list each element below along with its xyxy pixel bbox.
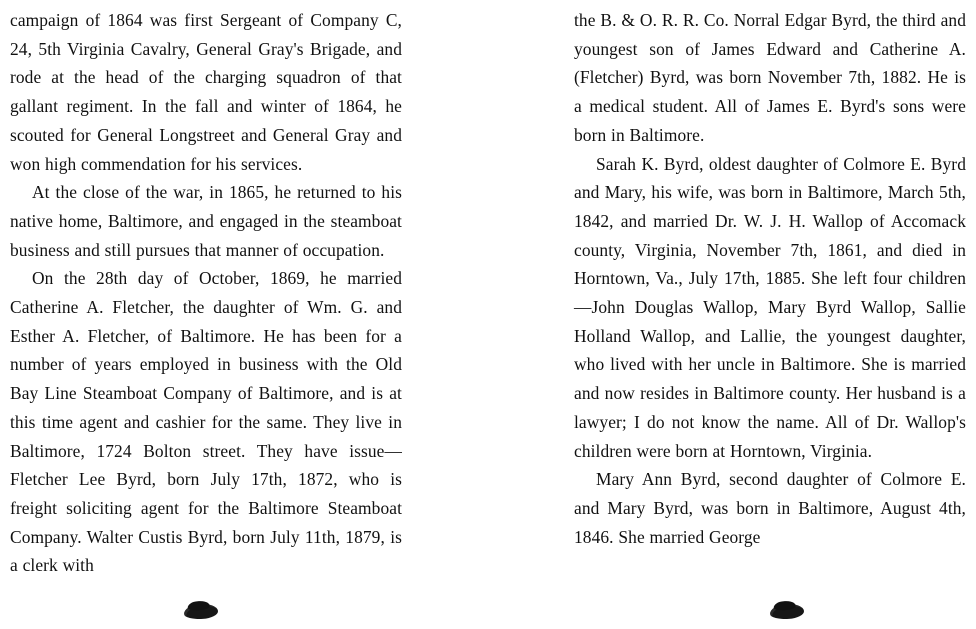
paragraph: the B. & O. R. R. Co. Norral Edgar Byrd, the third and youngest son of James Edward and Catherine A. (Fletcher) Byrd, was born November 7th, 1882. He is a medical student. All of James E. Byrd's sons were born in Baltimore.: [574, 10, 966, 145]
paragraph: Mary Ann Byrd, second daughter of Colmore E. and Mary Byrd, was born in Baltimore, August 4th, 1846. She married George: [574, 469, 966, 547]
left-text-column: [10, 6, 402, 600]
paragraph: On the 28th day of October, 1869, he married Catherine A. Fletcher, the daughter of Wm. G. and Esther A. Fletcher, of Baltimore. He has been for a number of years employed in business with the Old Bay Line Steamboat Company of Baltimore, and is at this time agent and cashier for the same. They live in Baltimore, 1724 Bolton street. They have issue—Fletcher Lee Byrd, born July 17th, 1872, who is freight soliciting agent for the Baltimore Steamboat Company. Walter Custis Byrd, born July 11th, 1879, is a clerk with: [10, 268, 402, 576]
ink-blot-ornament-right-icon: [770, 603, 805, 620]
page-footer-ornaments: [0, 595, 976, 623]
paragraph: campaign of 1864 was first Sergeant of Company C, 24, 5th Virginia Cavalry, General Gray's Brigade, and rode at the head of the charging squadron of that gallant regiment. In the fall and winter of 1864, he scouted for General Longstreet and General Gray and won high commendation for his services.: [10, 10, 402, 174]
paragraph: At the close of the war, in 1865, he returned to his native home, Baltimore, and engaged in the steamboat business and still pursues that manner of occupation.: [10, 182, 402, 260]
paragraph: Sarah K. Byrd, oldest daughter of Colmore E. Byrd and Mary, his wife, was born in Baltimore, March 5th, 1842, and married Dr. W. J. H. Wallop of Accomack county, Virginia, November 7th, 1861, and died in Horntown, Va., July 17th, 1885. She left four children—John Douglas Wallop, Mary Byrd Wallop, Sallie Holland Wallop, and Lallie, the youngest daughter, who lived with her uncle in Baltimore. She is married and now resides in Baltimore county. Her husband is a lawyer; I do not know the name. All of Dr. Wallop's children were born at Horntown, Virginia.: [574, 153, 966, 461]
ink-blot-ornament-left-icon: [184, 603, 219, 620]
right-text-column: [574, 6, 966, 600]
